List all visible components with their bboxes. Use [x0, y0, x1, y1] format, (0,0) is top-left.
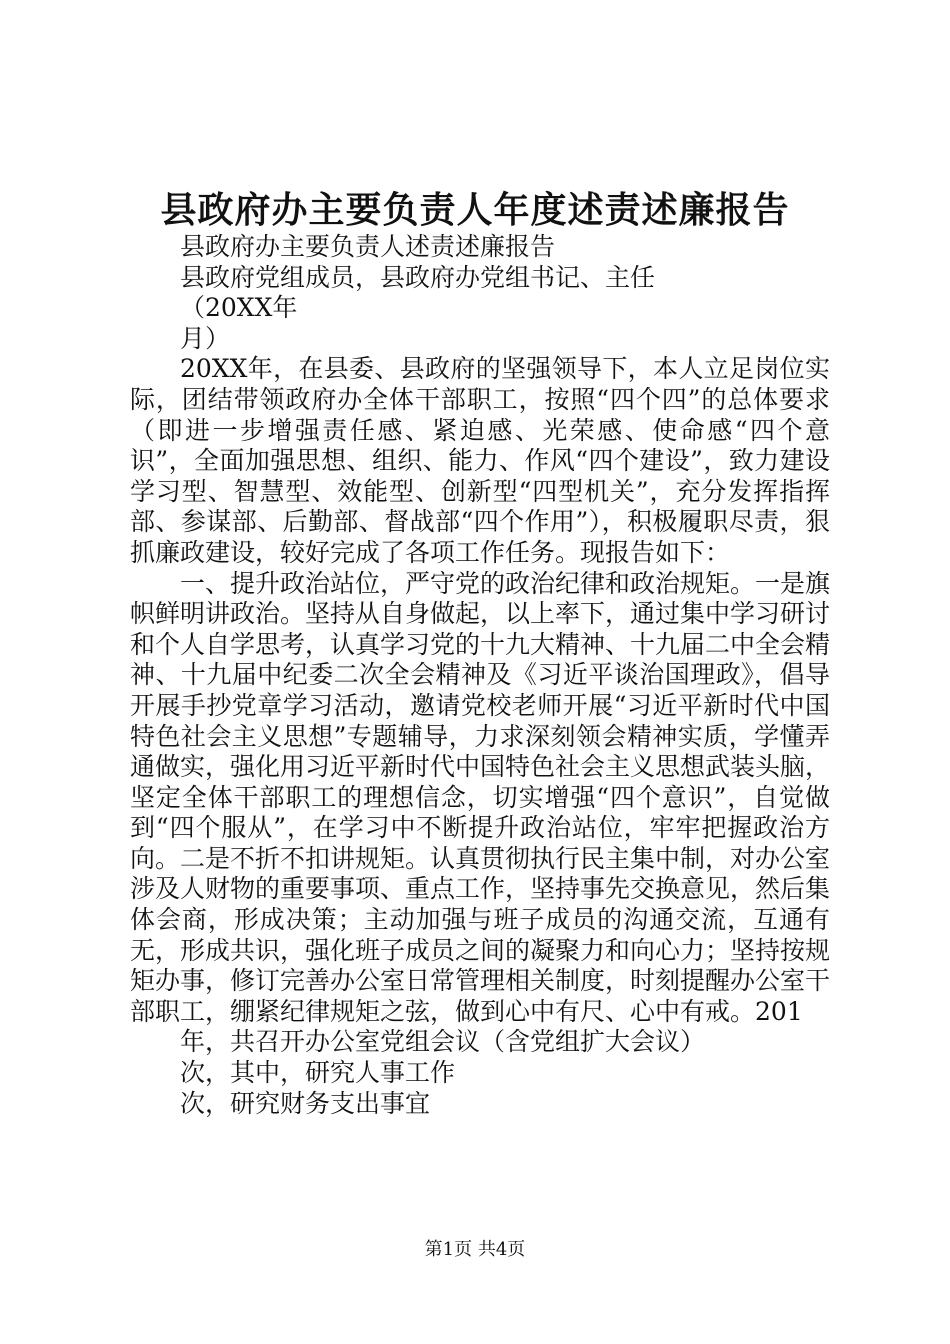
paragraph-intro: 20XX年，在县委、县政府的坚强领导下，本人立足岗位实际，团结带领政府办全体干部职工，按照“四个四”的总体要求（即进一步增强责任感、紧迫感、光荣感、使命感“四个意识”，全面加强思想、组织、能力、作风“四个建设”，致力建设学习型、智慧型、效能型、创新型“四型机关”，充分发挥指挥部、参谋部、后勤部、督战部“四个作用”），积极履职尽责，狠抓廉政建设，较好完成了各项工作任务。现报告如下： [130, 354, 830, 567]
date-line-1: （20XX年 [180, 293, 298, 323]
document-body [130, 232, 830, 1119]
tail-line-2: 次，其中，研究人事工作 [180, 1058, 456, 1088]
tail-line-1: 年，共召开办公室党组会议（含党组扩大会议） [180, 1027, 706, 1057]
document-title: 县政府办主要负责人年度述责述廉报告 [160, 189, 790, 231]
document-subtitle: 县政府办主要负责人述责述廉报告 [180, 232, 556, 261]
date-line-2: 月） [180, 323, 231, 353]
paragraph-section-1: 一、提升政治站位，严守党的政治纪律和政治规矩。一是旗帜鲜明讲政治。坚持从自身做起，以上率下，通过集中学习研讨和个人自学思考，认真学习党的十九大精神、十九届二中全会精神、十九届中纪委二次全会精神及《习近平谈治国理政》，倡导开展手抄党章学习活动，邀请党校老师开展“习近平新时代中国特色社会主义思想”专题辅导，力求深刻领会精神实质，学懂弄通做实，强化用习近平新时代中国特色社会主义思想武装头脑，坚定全体干部职工的理想信念，切实增强“四个意识”，自觉做到“四个服从”，在学习中不断提升政治站位，牢牢把握政治方向。二是不折不扣讲规矩。认真贯彻执行民主集中制，对办公室涉及人财物的重要事项、重点工作，坚持事先交换意见，然后集体会商，形成决策；主动加强与班子成员的沟通交流，互通有无，形成共识，强化班子成员之间的凝聚力和向心力；坚持按规矩办事，修订完善办公室日常管理相关制度，时刻提醒办公室干部职工，绷紧纪律规矩之弦，做到心中有尺、心中有戒。201 [130, 568, 831, 1026]
tail-line-3: 次，研究财务支出事宜 [180, 1088, 431, 1118]
author-line: 县政府党组成员，县政府办党组书记、主任 [180, 262, 656, 292]
page-number-footer: 第1页 共4页 [424, 1239, 526, 1260]
